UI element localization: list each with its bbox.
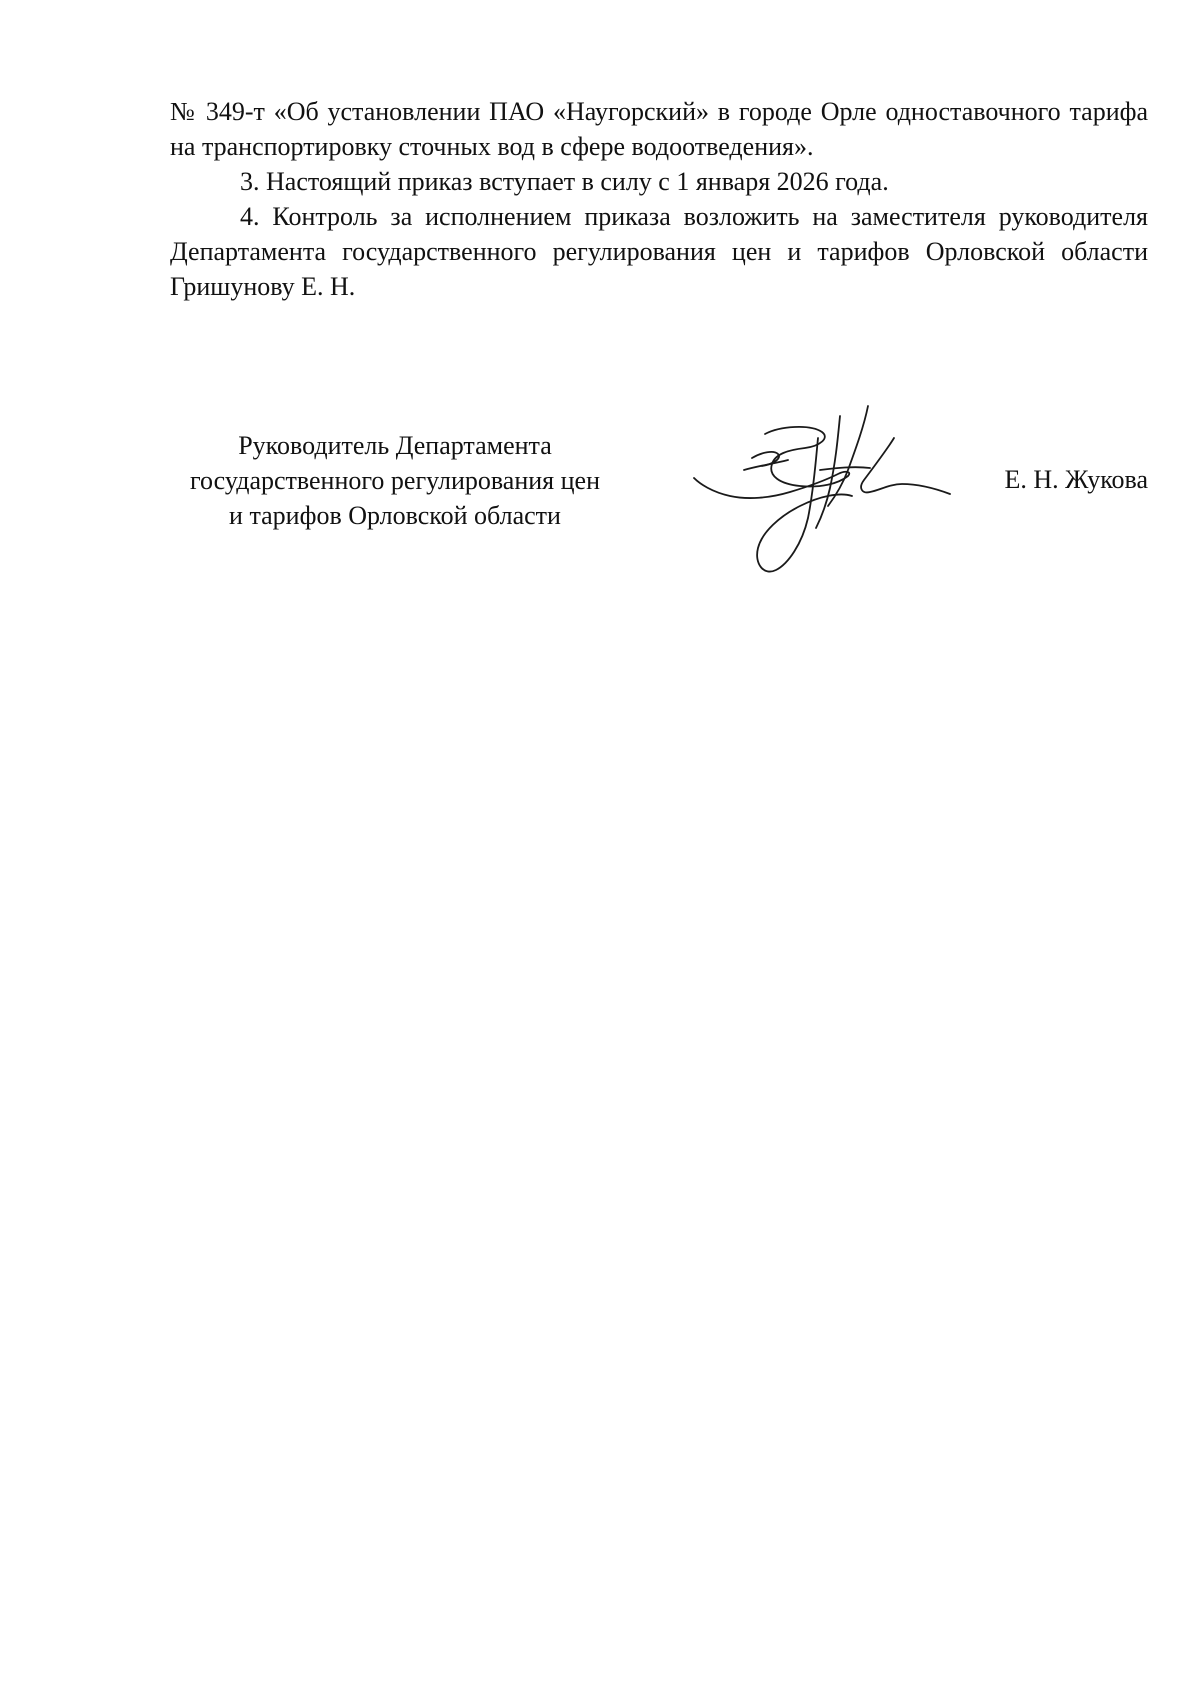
signer-name: Е. Н. Жукова	[1004, 465, 1148, 494]
signer-position-line-3: и тарифов Орловской области	[229, 501, 561, 530]
signer-position-line-1: Руководитель Департамента	[238, 431, 552, 460]
signer-position-line-2: государственного регулирования цен	[190, 466, 600, 495]
document-body	[170, 94, 1148, 304]
handwritten-signature-icon	[670, 388, 960, 578]
paragraph-continuation: № 349-т «Об установлении ПАО «Наугорский» в городе Орле одноставочного тарифа на транспортировку сточных вод в сфере водоотведения».	[170, 97, 1148, 161]
paragraph-3-effective-date: 3. Настоящий приказ вступает в силу с 1 января 2026 года.	[240, 167, 889, 196]
signer-position	[170, 428, 620, 533]
signature-block	[170, 428, 1148, 588]
paragraph-4-control: 4. Контроль за исполнением приказа возложить на заместителя руководителя Департамента государственного регулирования цен и тарифов Орловской области Гришунову Е. Н.	[170, 202, 1148, 301]
